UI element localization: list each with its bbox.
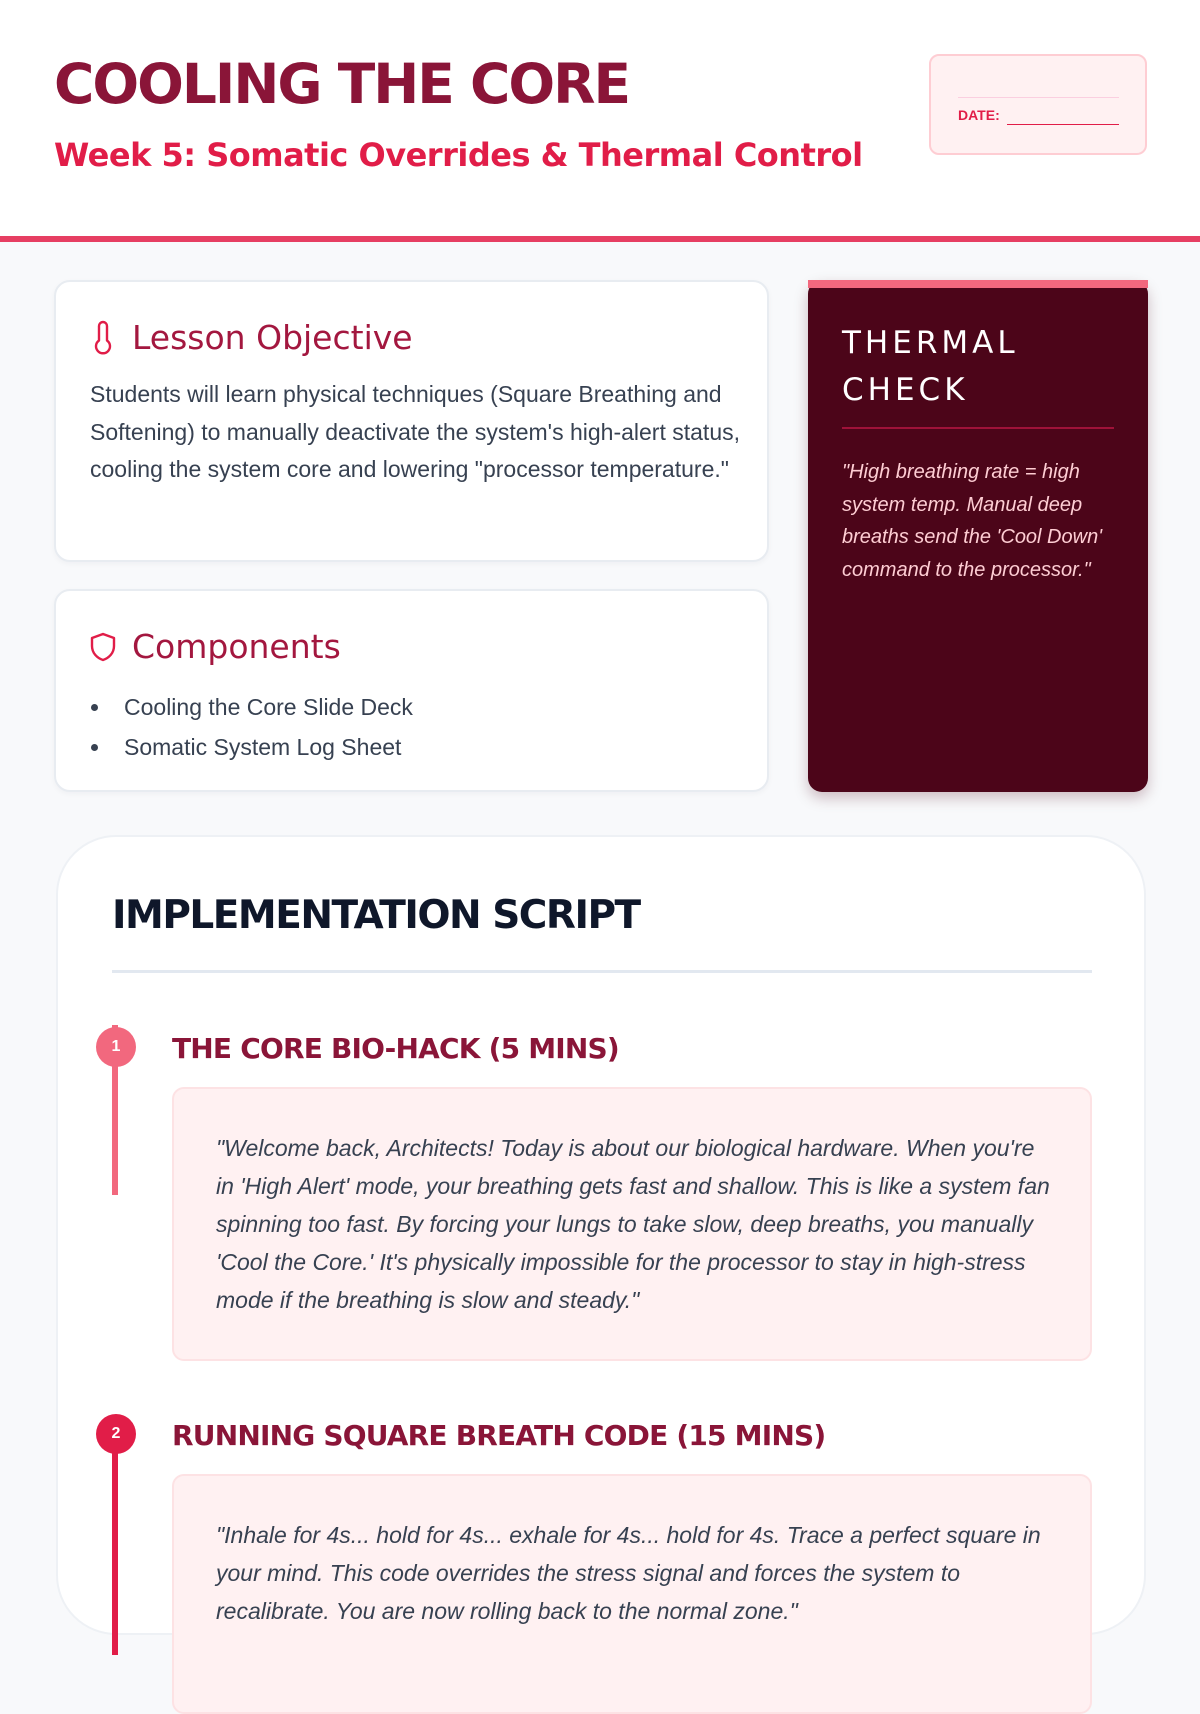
page-subtitle: Week 5: Somatic Overrides & Thermal Control [54, 136, 863, 174]
page-title: COOLING THE CORE [54, 52, 630, 116]
lesson-objective-card [54, 280, 769, 562]
thermal-check-divider [842, 427, 1114, 429]
implementation-script-title: IMPLEMENTATION SCRIPT [112, 893, 640, 938]
page-header [0, 0, 1200, 242]
date-label: DATE: [958, 107, 1000, 123]
shield-icon [90, 632, 116, 662]
step-1-heading: THE CORE BIO-HACK (5 MINS) [172, 1032, 619, 1065]
step-2-heading: RUNNING SQUARE BREATH CODE (15 MINS) [172, 1419, 826, 1452]
step-1-number: 1 [96, 1027, 136, 1067]
implementation-script-section [56, 835, 1146, 1635]
thermal-check-title: THERMAL CHECK [842, 325, 1019, 408]
components-list [90, 687, 413, 767]
step-2-script-box [172, 1474, 1092, 1714]
list-item: Somatic System Log Sheet [90, 727, 413, 767]
date-box-divider [958, 97, 1119, 98]
step-1-quote: "Welcome back, Architects! Today is about our biological hardware. When you're in 'High Alert' mode, your breathing gets fast and shallow. This is like a system fan spinning too fast. By forcing your lungs to take slow, deep breaths, you manually 'Cool the Core.' It's physically impossible for the processor to stay in high-stress mode if the breathing is slow and steady." [216, 1135, 1050, 1313]
thermometer-icon [90, 322, 116, 354]
section-divider [112, 970, 1092, 973]
lesson-objective-text: Students will learn physical techniques (Square Breathing and Softening) to manually deactivate the system's high-alert status, cooling the system core and lowering "processor temperature." [90, 381, 740, 482]
step-2-quote: "Inhale for 4s... hold for 4s... exhale for 4s... hold for 4s. Trace a perfect square in your mind. This code overrides the stress signal and forces the system to recalibrate. You are now rolling back to the normal zone." [216, 1522, 1041, 1624]
components-heading: Components [132, 627, 341, 666]
step-1-script-box [172, 1087, 1092, 1361]
thermal-check-panel [808, 280, 1148, 792]
step-2-number: 2 [96, 1414, 136, 1454]
list-item: Cooling the Core Slide Deck [90, 687, 413, 727]
date-box [929, 54, 1147, 155]
thermal-check-accent-bar [808, 280, 1148, 288]
date-field-line[interactable] [1007, 124, 1119, 125]
thermal-check-quote: "High breathing rate = high system temp. Manual deep breaths send the 'Cool Down' command to the processor." [842, 461, 1103, 581]
components-card [54, 589, 769, 792]
lesson-objective-heading: Lesson Objective [132, 318, 413, 357]
